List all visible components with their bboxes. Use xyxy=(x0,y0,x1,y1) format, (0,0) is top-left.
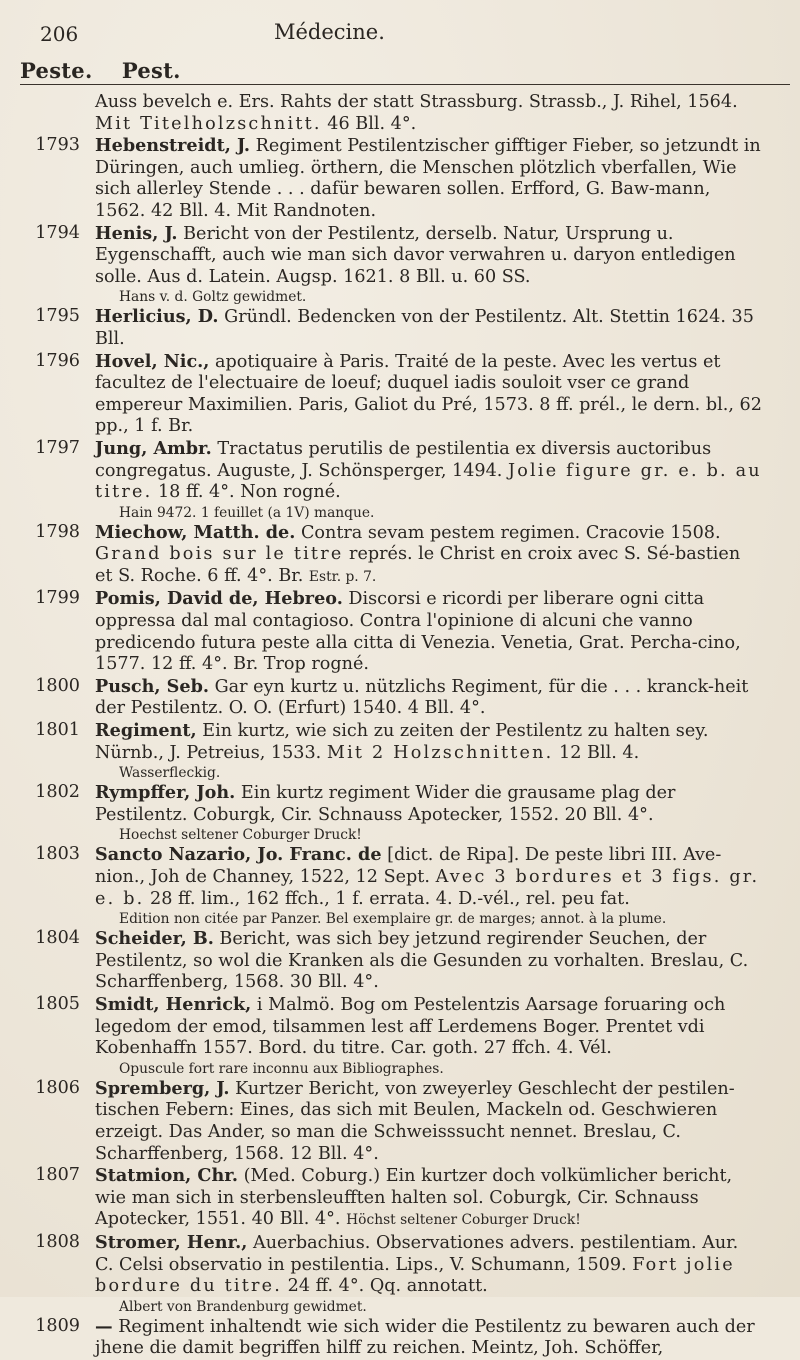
entry-author: Pusch, Seb. xyxy=(95,675,210,697)
entry-text: [dict. de Ripa]. De peste libri III. Ave-nion., Joh de Channey, 1522, 12 Sept. xyxy=(95,845,722,887)
entry-note: Opuscule fort rare inconnu aux Bibliographes. xyxy=(119,1060,444,1077)
entry-number: 1795 xyxy=(35,306,80,327)
entry-number: 1799 xyxy=(35,588,80,609)
catalog-entry xyxy=(20,1078,762,1165)
entry-author: Miechow, Matth. de. xyxy=(95,521,296,543)
entry-spaced-text: Mit Titelholzschnitt. xyxy=(95,113,322,134)
entry-number: 1809 xyxy=(35,1315,80,1336)
entry-number: 1796 xyxy=(35,350,80,371)
entry-note: Hans v. d. Goltz gewidmet. xyxy=(119,289,307,306)
catalog-entry xyxy=(20,135,762,222)
entry-author: Herlicius, D. xyxy=(95,306,219,328)
entry-number: 1794 xyxy=(35,222,80,243)
section-title xyxy=(20,58,181,83)
catalog-entry xyxy=(20,1316,762,1360)
entry-author: Jung, Ambr. xyxy=(95,437,212,459)
entry-spaced-text: Avec 3 bordures et 3 figs. gr. e. b. xyxy=(95,867,760,909)
catalog-entry xyxy=(20,438,762,522)
entry-text: Auss bevelch e. Ers. Rahts der statt Strassburg. Strassb., J. Rihel, 1564. xyxy=(95,92,738,112)
catalog-entry xyxy=(20,720,762,782)
entry-text-tail: 12 Bll. 4. xyxy=(559,742,640,763)
entry-author: Spremberg, J. xyxy=(95,1077,230,1099)
entry-text-tail: représ. le Christ en croix avec S. Sé-bastien et S. Roche. 6 ff. 4°. Br. xyxy=(95,544,741,586)
entry-text: Tractatus perutilis de pestilentia ex diversis auctoribus congregatus. Auguste, J. Schönsperger, 1494. xyxy=(95,438,712,481)
catalog-entry xyxy=(20,351,762,438)
entry-text: Bericht, was sich bey jetzund regirender Seuchen, der Pestilentz, so wol die Kranken als die Gesunden zu vorhalten. Breslau, C. Scharffenberg, 1568. 30 Bll. 4°. xyxy=(95,929,749,993)
section-title-fr: Peste. xyxy=(20,58,93,83)
entry-author: Stromer, Henr., xyxy=(95,1231,248,1253)
entry-text: Contra sevam pestem regimen. Cracovie 1508. xyxy=(300,522,721,543)
entry-text: Auerbachius. Observationes advers. pestilentiam. Aur. C. Celsi observatio in pestilentia. Lips., V. Schumann, 1509. xyxy=(95,1232,739,1275)
entry-text-tail: 28 ff. lim., 162 ffch., 1 f. errata. 4. D.-vél., rel. peu fat. xyxy=(150,888,630,909)
entry-text: i Malmö. Bog om Pestelentzis Aarsage foruaring och legedom der emod, tilsammen lest aff Lerdemens Boger. Prentet vdi Kobenhaffn 1557. Bord. du titre. Car. goth. 27 ffch. 4. Vél. xyxy=(95,994,726,1059)
entry-author: Henis, J. xyxy=(95,222,178,244)
catalog-entry xyxy=(20,588,762,675)
entry-text: Regiment Pestilentzischer gifftiger Fieber, so jetzundt in Düringen, auch umlieg. örthern, die Menschen plötzlich vberfallen, Wie sich allerley Stende . . . dafür bewaren sollen. Erfford, G. Baw-mann, 1562. 42 Bll. 4. Mit Randnoten. xyxy=(95,136,761,221)
entry-spaced-text: Mit 2 Holzschnitten. xyxy=(326,742,554,763)
entry-text: Regiment inhaltendt wie sich wider die Pestilentz zu bewaren auch der jhene die damit begriffen hilff zu reichen. Meintz, Joh. Schöffer, xyxy=(95,1316,755,1359)
catalog-entry xyxy=(20,306,762,350)
entry-note: Estr. p. 7. xyxy=(308,568,377,585)
catalog-entry xyxy=(20,676,762,720)
page-number: 206 xyxy=(40,22,79,46)
entry-author: Rympffer, Joh. xyxy=(95,782,236,804)
entry-note: Hoechst seltener Coburger Druck! xyxy=(119,827,362,844)
entry-author: Smidt, Henrick, xyxy=(95,993,252,1015)
entry-text: Gründl. Bedencken von der Pestilentz. Alt. Stettin 1624. 35 Bll. xyxy=(95,307,754,349)
entry-author: Regiment, xyxy=(95,720,197,742)
entry-number: 1803 xyxy=(35,844,80,865)
entry-note: Edition non citée par Panzer. Bel exemplaire gr. de marges; annot. à la plume. xyxy=(119,911,667,928)
entry-text: Gar eyn kurtz u. nützlichs Regiment, für die . . . kranck-heit der Pestilentz. O. O. (Erfurt) 1540. 4 Bll. 4°. xyxy=(95,676,749,719)
section-title-de: Pest. xyxy=(121,58,181,83)
entry-author: Hebenstreidt, J. xyxy=(95,135,251,157)
entry-spaced-text: Fort jolie bordure du titre. xyxy=(95,1254,735,1297)
catalog-entry xyxy=(20,1165,762,1232)
catalog-entry xyxy=(20,1232,762,1316)
entry-text: Bericht von der Pestilentz, derselb. Natur, Ursprung u. Eygenschafft, auch wie man sich davor verwahren u. daryon entledigen solle. Aus d. Latein. Augsp. 1621. 8 Bll. u. 60 SS. xyxy=(95,223,736,287)
entry-number: 1800 xyxy=(35,675,80,696)
entry-author: — xyxy=(95,1315,113,1337)
entry-text: (Med. Coburg.) Ein kurtzer doch volkümlicher bericht, wie man sich in sterbensleufften halten sol. Coburgk, Cir. Schnauss Apotecker, 1551. 40 Bll. 4°. xyxy=(95,1166,733,1230)
entry-note: Albert von Brandenburg gewidmet. xyxy=(119,1298,367,1315)
entry-number: 1804 xyxy=(35,928,80,949)
catalog-entry xyxy=(20,92,762,135)
running-title: Médecine. xyxy=(274,20,385,44)
entry-note: Hain 9472. 1 feuillet (a 1V) manque. xyxy=(119,504,375,521)
entry-author: Scheider, B. xyxy=(95,928,214,950)
entry-author: Hovel, Nic., xyxy=(95,350,210,372)
section-rule xyxy=(20,84,790,85)
entry-text: Discorsi e ricordi per liberare ogni citta oppressa dal mal contagioso. Contra l'opinione di alcuni che vanno predicendo futura peste alla citta di Venezia. Venetia, Grat. Percha-cino, 1577. 12 ff. 4°. Br. Trop rogné. xyxy=(95,589,741,675)
entry-note: Wasserfleckig. xyxy=(119,765,221,782)
entry-text-tail: 24 ff. 4°. Qq. annotatt. xyxy=(287,1276,488,1297)
entry-spaced-text: Grand bois sur le titre xyxy=(95,544,344,565)
catalog-entry xyxy=(20,844,762,928)
entry-number: 1808 xyxy=(35,1231,80,1252)
catalog-entry xyxy=(20,223,762,307)
entry-number: 1807 xyxy=(35,1165,80,1186)
entry-number: 1802 xyxy=(35,782,80,803)
entry-number: 1805 xyxy=(35,993,80,1014)
entry-list xyxy=(20,92,762,1360)
catalog-entry xyxy=(20,994,762,1078)
entry-text-tail: 46 Bll. 4°. xyxy=(327,113,417,134)
entry-spaced-text: Jolie figure gr. e. b. au titre. xyxy=(95,460,762,503)
entry-text: apotiquaire à Paris. Traité de la peste. Avec les vertus et facultez de l'electuaire de loeuf; duquel iadis souloit vser ce grand empereur Maximilien. Paris, Galiot du Pré, 1573. 8 ff. prél., le dern. bl., 62 pp., 1 f. Br. xyxy=(95,351,762,437)
catalog-entry xyxy=(20,928,762,994)
entry-number: 1806 xyxy=(35,1077,80,1098)
entry-number: 1797 xyxy=(35,437,80,458)
entry-text: Kurtzer Bericht, von zweyerley Geschlecht der pestilen-tischen Febern: Eines, das sich mit Beulen, Mackeln od. Geschwieren erzeigt. Das Ander, so man die Schweisssucht nennet. Breslau, C. Scharffenberg, 1568. 12 Bll. 4°. xyxy=(95,1078,735,1164)
entry-number: 1801 xyxy=(35,720,80,741)
entry-text: Ein kurtz regiment Wider die grausame plag der Pestilentz. Coburgk, Cir. Schnauss Apotecker, 1552. 20 Bll. 4°. xyxy=(95,783,676,825)
page-header xyxy=(20,18,762,58)
entry-number: 1798 xyxy=(35,521,80,542)
entry-author: Statmion, Chr. xyxy=(95,1165,239,1187)
entry-number: 1793 xyxy=(35,135,80,156)
entry-author: Sancto Nazario, Jo. Franc. de xyxy=(95,844,382,866)
entry-text: Ein kurtz, wie sich zu zeiten der Pestilentz zu halten sey. Nürnb., J. Petreius, 1533. xyxy=(95,721,709,763)
catalog-entry xyxy=(20,522,762,589)
entry-note: Höchst seltener Coburger Druck! xyxy=(346,1212,581,1229)
catalog-entry xyxy=(20,782,762,844)
entry-author: Pomis, David de, Hebreo. xyxy=(95,588,343,610)
entry-text-tail: 18 ff. 4°. Non rogné. xyxy=(157,482,341,503)
